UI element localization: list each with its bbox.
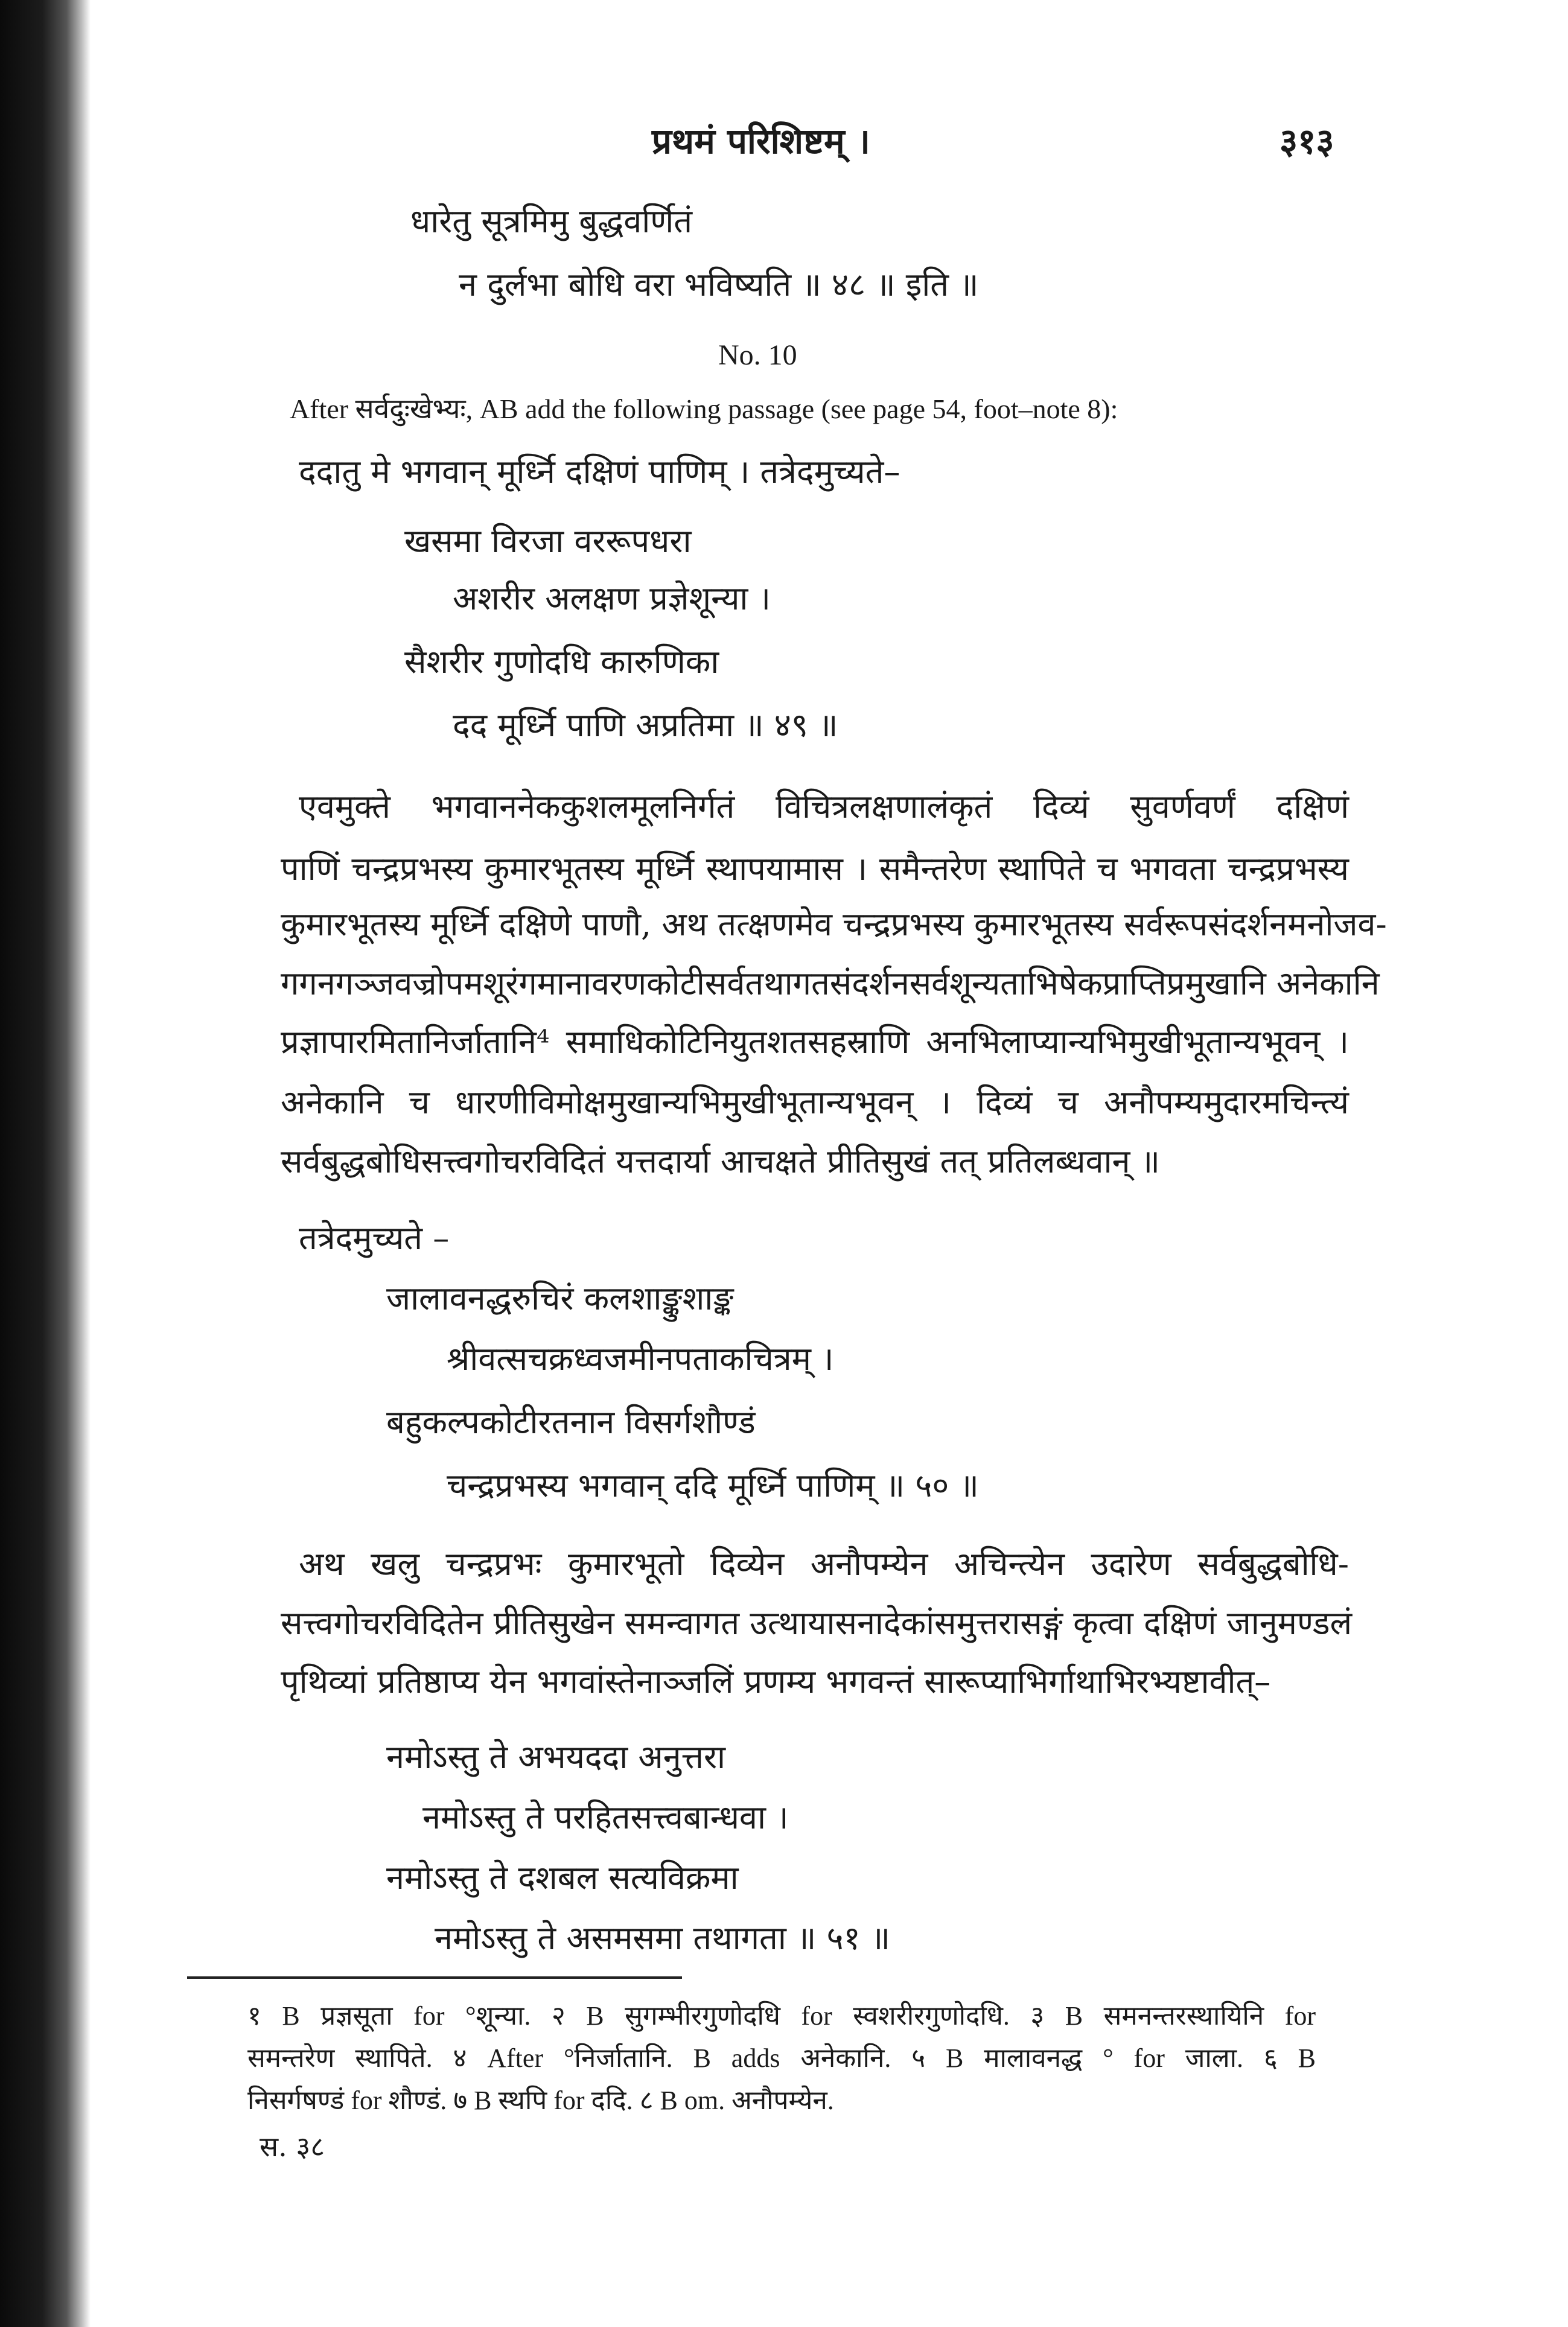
- verse-51-line-2: नमोऽस्तु ते परहितसत्त्वबान्धवा ।: [422, 1798, 789, 1836]
- verse-49-line-3: सैशरीर गुणोदधि कारुणिका: [404, 643, 719, 681]
- prose-2-line-2: सत्त्वगोचरविदितेन प्रीतिसुखेन समन्वागत उत्थायासनादेकांसमुत्तरासङ्गं कृत्वा दक्षिणं जानुमण्डलं: [281, 1604, 1353, 1642]
- binding-shadow: [0, 0, 91, 2327]
- verse-49-line-1: खसमा विरजा वररूपधरा: [404, 522, 692, 560]
- prose-1-line-1: एवमुक्ते भगवाननेककुशलमूलनिर्गतं विचित्रलक्षणालंकृतं दिव्यं सुवर्णवर्णं दक्षिणं: [299, 788, 1349, 826]
- footnote-line-2: समन्तरेण स्थापिते. ४ After °निर्जातानि. B adds अनेकानि. ५ B मालावनद्ध ° for जाला. ६ B: [247, 2043, 1316, 2073]
- page-number: ३१३: [1280, 121, 1334, 162]
- verse-50-line-4: चन्द्रप्रभस्य भगवान् ददि मूर्ध्नि पाणिम् ॥ ५० ॥: [447, 1466, 979, 1504]
- verse-49-line-4: दद मूर्ध्नि पाणि अप्रतिमा ॥ ४९ ॥: [453, 706, 838, 744]
- prose-1-line-7: सर्वबुद्धबोधिसत्त्वगोचरविदितं यत्तदार्या आचक्षते प्रीतिसुखं तत् प्रतिलब्धवान् ॥: [281, 1142, 1160, 1180]
- section-number: No. 10: [718, 339, 797, 371]
- verse-48-line-1: धारेतु सूत्रमिमु बुद्धवर्णितं: [410, 202, 693, 240]
- verse-50-line-2: श्रीवत्सचक्रध्वजमीनपताकचित्रम् ।: [447, 1340, 834, 1378]
- intro-line-2: तत्रेदमुच्यते –: [299, 1219, 450, 1257]
- verse-49-line-2: अशरीर अलक्षण प्रज्ञेशून्या ।: [453, 579, 771, 617]
- verse-51-line-1: नमोऽस्तु ते अभयददा अनुत्तरा: [386, 1738, 726, 1776]
- editorial-note: After सर्वदुःखेभ्यः, AB add the following passage (see page 54, foot–note 8):: [290, 393, 1118, 424]
- footnote-divider: [187, 1976, 682, 1979]
- prose-2-line-3: पृथिव्यां प्रतिष्ठाप्य येन भगवांस्तेनाञ्जलिं प्रणम्य भगवन्तं सारूप्याभिर्गाथाभिरभ्यष्टावीत्–: [281, 1663, 1271, 1701]
- prose-1-line-2: पाणिं चन्द्रप्रभस्य कुमारभूतस्य मूर्ध्नि स्थापयामास । समैन्तरेण स्थापिते च भगवता चन्द्रप्रभस्य: [281, 850, 1349, 888]
- prose-1-line-3: कुमारभूतस्य मूर्ध्नि दक्षिणे पाणौ, अथ तत्क्षणमेव चन्द्रप्रभस्य कुमारभूतस्य सर्वरूपसंदर्शनमनोजव-: [281, 905, 1387, 943]
- running-header-title: प्रथमं परिशिष्टम् ।: [652, 121, 870, 162]
- prose-1-line-4: गगनगञ्जवज्रोपमशूरंगमानावरणकोटीसर्वतथागतसंदर्शनसर्वशून्यताभिषेकप्राप्तिप्रमुखानि अनेकानि: [281, 964, 1380, 1002]
- footnote-line-3: निसर्गषण्डं for शौण्डं. ७ B स्थपि for ददि. ८ B om. अनौपम्येन.: [247, 2086, 834, 2115]
- verse-51-line-4: नमोऽस्तु ते असमसमा तथागता ॥ ५१ ॥: [435, 1919, 891, 1957]
- prose-1-line-5: प्रज्ञापारमितानिर्जातानि⁴ समाधिकोटिनियुतशतसहस्राणि अनभिलाप्यान्यभिमुखीभूतान्यभूवन् ।: [281, 1023, 1349, 1061]
- signature-mark: स. ३८: [260, 2130, 325, 2163]
- verse-51-line-3: नमोऽस्तु ते दशबल सत्यविक्रमा: [386, 1859, 739, 1897]
- intro-line: ददातु मे भगवान् मूर्ध्नि दक्षिणं पाणिम् । तत्रेदमुच्यते–: [299, 453, 900, 491]
- verse-50-line-3: बहुकल्पकोटीरतनान विसर्गशौण्डं: [386, 1403, 756, 1441]
- verse-50-line-1: जालावनद्धरुचिरं कलशाङ्कुशाङ्क: [386, 1279, 734, 1317]
- prose-2-line-1: अथ खलु चन्द्रप्रभः कुमारभूतो दिव्येन अनौपम्येन अचिन्त्येन उदारेण सर्वबुद्धबोधि-: [299, 1545, 1349, 1583]
- verse-48-line-2: न दुर्लभा बोधि वरा भविष्यति ॥ ४८ ॥ इति ॥: [459, 266, 979, 304]
- prose-1-line-6: अनेकानि च धारणीविमोक्षमुखान्यभिमुखीभूतान्यभूवन् । दिव्यं च अनौपम्यमुदारमचिन्त्यं: [281, 1083, 1349, 1121]
- footnote-line-1: १ B प्रज्ञसूता for °शून्या. २ B सुगम्भीरगुणोदधि for स्वशरीरगुणोदधि. ३ B समनन्तरस्थायिनि for: [247, 2001, 1316, 2031]
